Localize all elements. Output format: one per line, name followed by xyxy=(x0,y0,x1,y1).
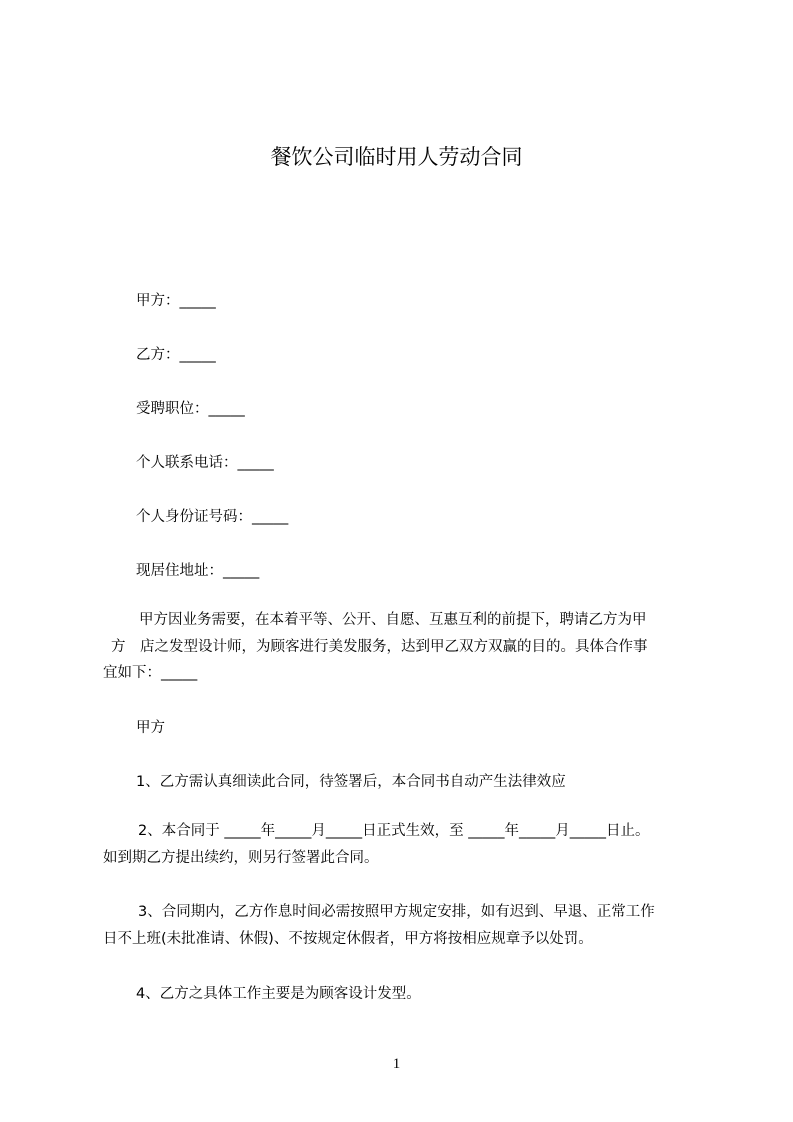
clause-3 xyxy=(103,899,655,952)
intro-line-3: 宜如下：_____ xyxy=(103,665,198,681)
page-number: 1 xyxy=(392,1056,401,1072)
clause-3-line-2: 日不上班(未批准请、休假)、不按规定休假者，甲方将按相应规章予以处罚。 xyxy=(103,930,593,947)
phone-field: 个人联系电话：_____ xyxy=(136,455,274,471)
document-title: 餐饮公司临时用人劳动合同 xyxy=(270,145,523,169)
section-heading: 甲方 xyxy=(136,720,165,736)
id-number-field: 个人身份证号码：_____ xyxy=(136,509,289,525)
party-b-field: 乙方：_____ xyxy=(136,347,216,363)
clause-1: 1、乙方需认真细读此合同，待签署后，本合同书自动产生法律效应 xyxy=(136,774,566,790)
address-field: 现居住地址：_____ xyxy=(136,563,260,579)
intro-line-1: 甲方因业务需要，在本着平等、公开、自愿、互惠互利的前提下，聘请乙方为甲 xyxy=(139,612,647,628)
clause-3-line-1: 3、合同期内，乙方作息时间必需按照甲方规定安排，如有迟到、早退、正常工作 xyxy=(138,904,655,920)
position-field: 受聘职位：_____ xyxy=(136,401,245,417)
clause-2 xyxy=(103,818,649,871)
clause-2-line-2: 如到期乙方提出续约，则另行签署此合同。 xyxy=(103,849,379,866)
intro-line-2: 方 店之发型设计师，为顾客进行美发服务，达到甲乙双方双赢的目的。具体合作事 xyxy=(111,638,648,655)
intro-paragraph xyxy=(103,607,648,687)
clause-4: 4、乙方之具体工作主要是为顾客设计发型。 xyxy=(136,986,421,1002)
clause-2-line-1: 2、本合同于 _____年_____月_____日正式生效，至 _____年_____月_____日止。 xyxy=(138,823,650,839)
party-a-field: 甲方：_____ xyxy=(136,293,216,309)
